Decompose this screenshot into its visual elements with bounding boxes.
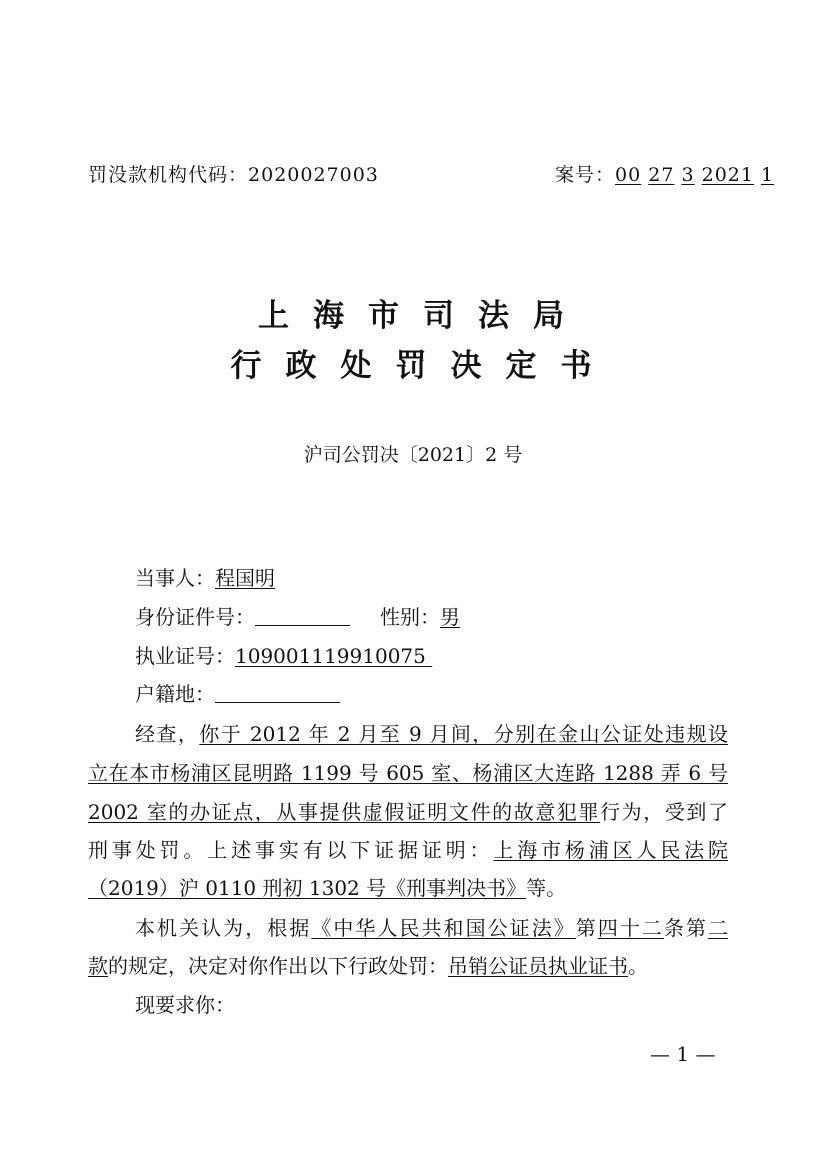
org-code xyxy=(88,160,379,187)
clause: 款 xyxy=(88,954,108,978)
article: 四十二 xyxy=(597,916,664,940)
residence-blank xyxy=(215,682,340,703)
doc-number: 沪司公罚决〔2021〕2 号 xyxy=(303,444,523,466)
body-line xyxy=(88,951,728,981)
label: 当事人： xyxy=(135,566,215,590)
label: 执业证号： xyxy=(135,644,235,668)
label: 户籍地： xyxy=(135,682,215,706)
case-part: 2021 xyxy=(701,164,754,186)
org-code-label: 罚没款机构代码： xyxy=(88,164,249,186)
law-name: 《中华人民共和国公证法》 xyxy=(311,916,576,940)
underlined-text: 立在本市杨浦区昆明路 1199 号 605 室、杨浦区大连路 1288 弄 6 号 xyxy=(88,761,728,785)
body-line xyxy=(135,913,728,943)
case-part: 00 xyxy=(615,164,642,186)
body-line: 现要求你： xyxy=(135,993,235,1017)
penalty: 吊销公证员执业证书 xyxy=(448,954,628,978)
text: 行为，受到了 xyxy=(600,800,728,824)
clause: 二 xyxy=(708,916,729,940)
underlined-text: 上海市杨浦区人民法院 xyxy=(493,838,729,862)
label: 性别： xyxy=(380,605,440,629)
license-row xyxy=(135,641,728,671)
case-part: 27 xyxy=(648,164,675,186)
id-number-blank xyxy=(255,605,350,626)
text: 的规定，决定对你作出以下行政处罚： xyxy=(108,954,448,978)
underlined-text: 2002 室的办证点，从事提供虚假证明文件的故意犯罪 xyxy=(88,800,601,824)
underlined-text: （2019）沪 0110 刑初 1302 号《刑事判决书》 xyxy=(88,876,527,900)
body-line xyxy=(88,873,728,903)
page-number: — 1 — xyxy=(650,1042,716,1066)
license-number: 109001119910075 xyxy=(235,644,433,668)
gender: 男 xyxy=(440,605,460,629)
title-line2: 行政处罚决定书 xyxy=(230,348,616,384)
residence-row xyxy=(135,679,728,709)
case-number xyxy=(555,160,774,187)
label: 身份证件号： xyxy=(135,605,255,629)
body-line xyxy=(88,835,728,865)
text: 条第 xyxy=(663,916,709,940)
id-gender-row xyxy=(135,602,728,632)
body-line xyxy=(88,797,728,827)
case-label: 案号： xyxy=(555,164,616,186)
body-line xyxy=(88,758,728,788)
text: 经查， xyxy=(135,722,200,746)
text: 第 xyxy=(575,916,598,940)
text: 等。 xyxy=(526,876,567,900)
text: 本机关认为，根据 xyxy=(135,916,312,940)
case-part: 3 xyxy=(681,164,695,186)
text: 刑事处罚。上述事实有以下证据证明： xyxy=(88,838,494,862)
party-name: 程国明 xyxy=(215,566,275,590)
body-line xyxy=(135,719,728,749)
underlined-text: 你于 2012 年 2 月至 9 月间，分别在金山公证处违规设 xyxy=(199,722,728,746)
title-line1: 上海市司法局 xyxy=(258,298,588,334)
party-name-row xyxy=(135,563,728,593)
text: 。 xyxy=(628,954,648,978)
org-code-value: 2020027003 xyxy=(248,164,379,186)
case-part: 1 xyxy=(761,164,775,186)
